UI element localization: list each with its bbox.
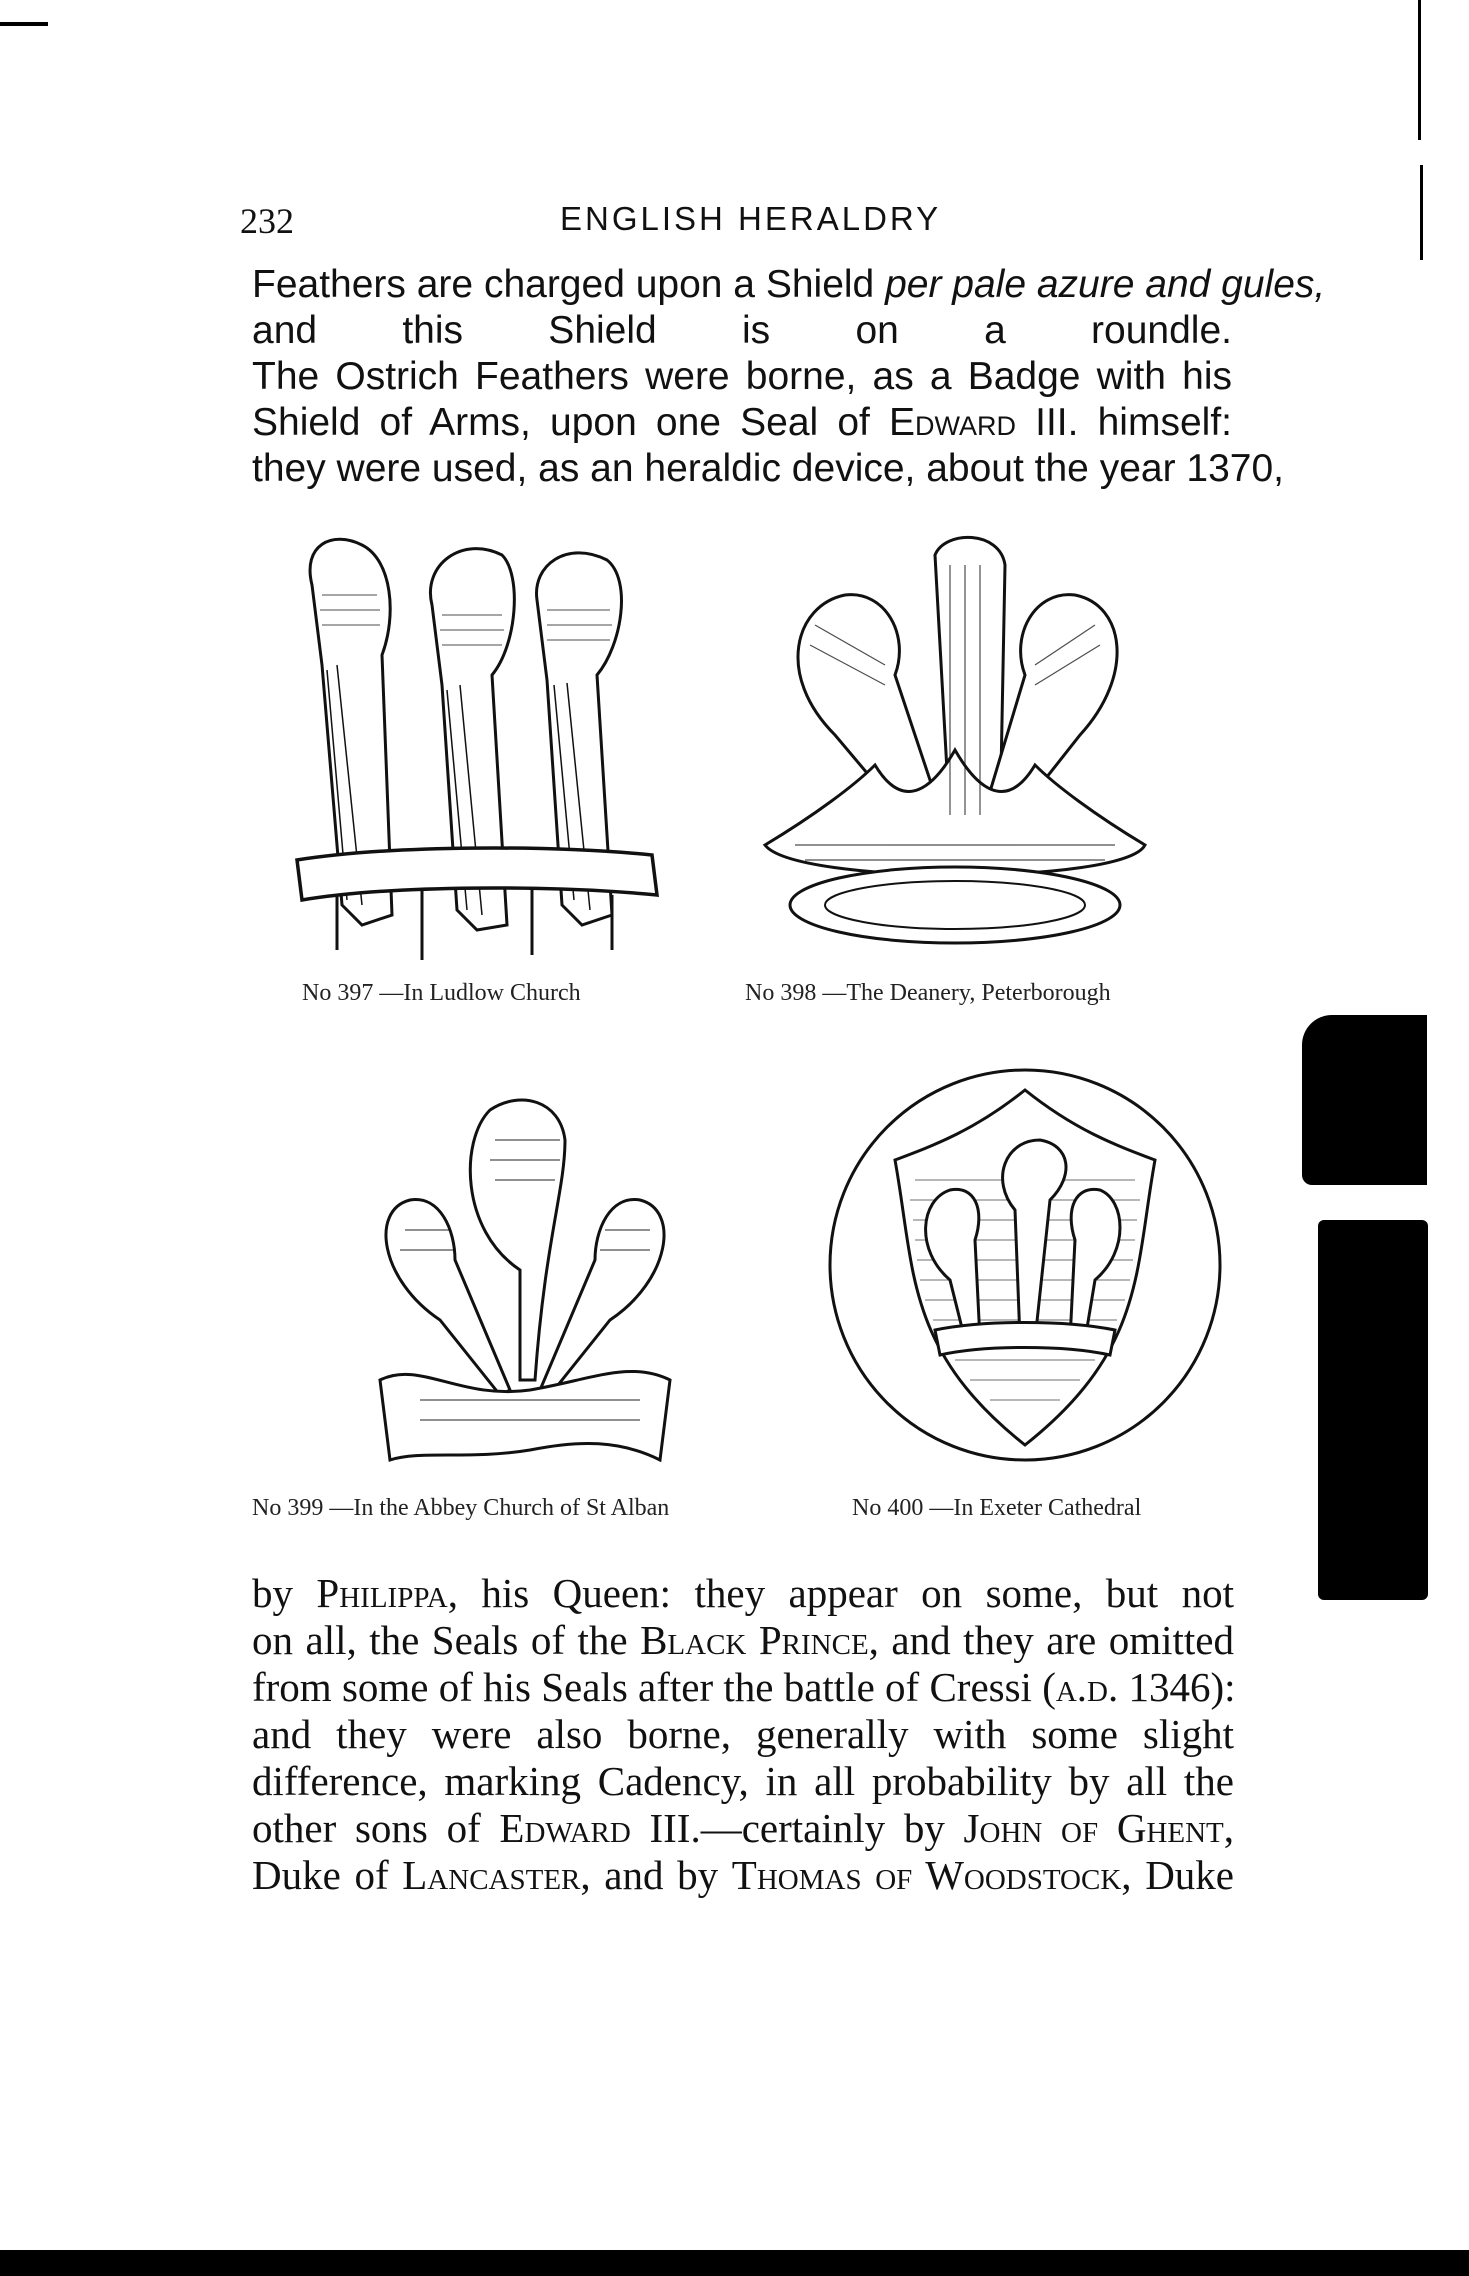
figure-exeter-cathedral	[825, 1050, 1225, 1480]
top-paragraph	[252, 262, 1326, 492]
bottom-text-line: other sons of Edward III.—certainly by John of Ghent,	[252, 1805, 1234, 1851]
bottom-paragraph	[252, 1570, 1234, 1899]
caption-398: No 398 —The Deanery, Peterborough	[745, 980, 1111, 1006]
figure-ludlow-church	[292, 525, 662, 965]
scan-shadow-right-lower	[1318, 1220, 1428, 1600]
top-text-line: Shield of Arms, upon one Seal of Edward III. himself:	[252, 401, 1232, 444]
scan-shadow-right-upper	[1302, 1015, 1427, 1185]
caption-397: No 397 —In Ludlow Church	[302, 980, 581, 1006]
top-text-line: The Ostrich Feathers were borne, as a Badge with his	[252, 355, 1232, 398]
page-number: 232	[240, 201, 294, 241]
bottom-text-line: and they were also borne, generally with some slight	[252, 1711, 1234, 1757]
scan-mark-top-left	[0, 22, 48, 26]
running-title: ENGLISH HERALDRY	[560, 200, 942, 237]
bottom-text-line: from some of his Seals after the battle of Cressi (a.d. 1346):	[252, 1664, 1236, 1710]
page-header	[240, 200, 1230, 252]
figure-peterborough-deanery	[735, 525, 1175, 975]
bottom-text-line: by Philippa, his Queen: they appear on some, but not	[252, 1570, 1234, 1616]
bottom-text-line: difference, marking Cadency, in all probability by all the	[252, 1758, 1234, 1804]
top-text-line: they were used, as an heraldic device, about the year 1370,	[252, 447, 1284, 490]
scan-shadow-bottom	[0, 2250, 1469, 2276]
caption-399: No 399 —In the Abbey Church of St Alban	[252, 1495, 670, 1521]
caption-400: No 400 —In Exeter Cathedral	[852, 1495, 1142, 1521]
bottom-text-line: Duke of Lancaster, and by Thomas of Woodstock, Duke	[252, 1852, 1235, 1898]
top-text-line: and this Shield is on a roundle.	[252, 309, 1232, 352]
bottom-text-line: on all, the Seals of the Black Prince, and they are omitted	[252, 1617, 1234, 1663]
figure-st-alban-abbey	[360, 1080, 690, 1490]
top-text-line: Feathers are charged upon a Shield per pale azure and gules,	[252, 263, 1326, 306]
scan-mark-right-rule-2	[1420, 165, 1423, 260]
scan-mark-right-rule	[1418, 0, 1421, 140]
